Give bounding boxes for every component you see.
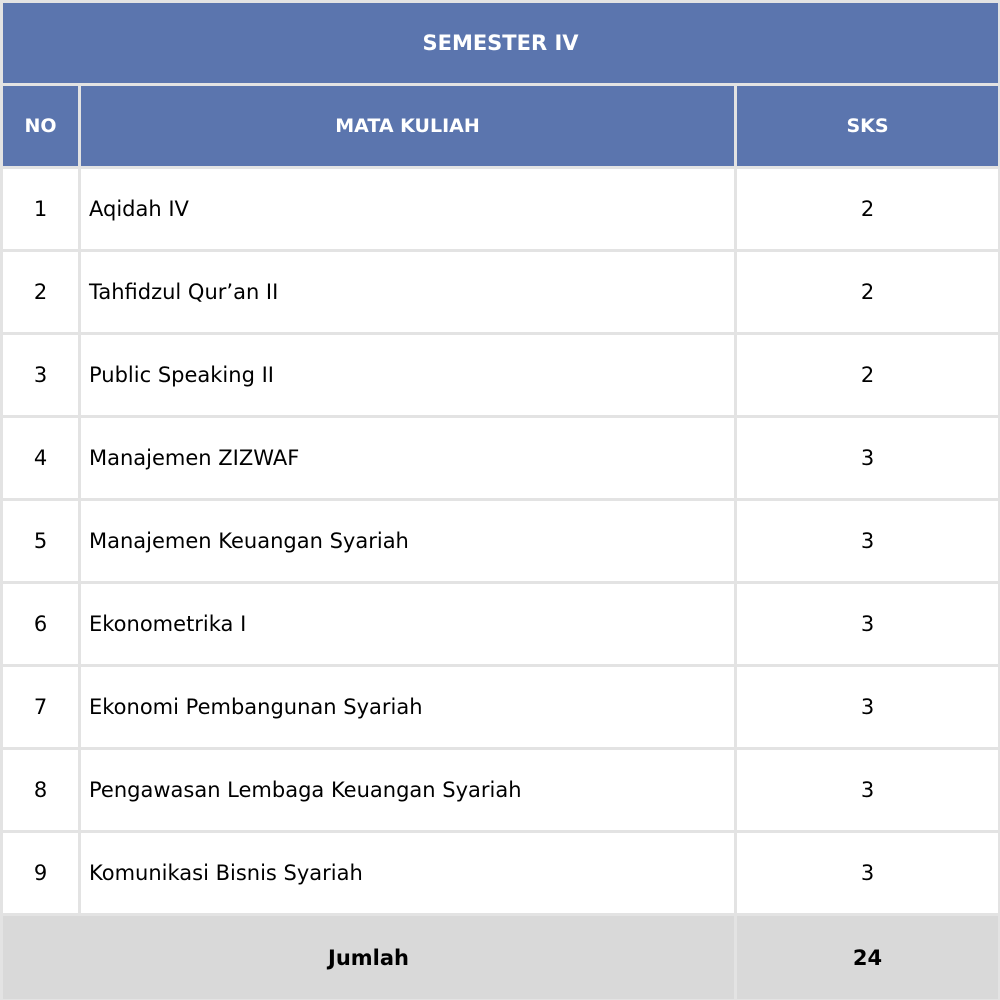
table-row <box>2 749 1000 832</box>
course-name: Pengawasan Lembaga Keuangan Syariah <box>80 749 736 832</box>
table-row <box>2 832 1000 915</box>
course-credits: 2 <box>736 334 1000 417</box>
row-number: 3 <box>2 334 80 417</box>
total-value: 24 <box>736 915 1000 1000</box>
row-number: 6 <box>2 583 80 666</box>
course-credits: 3 <box>736 666 1000 749</box>
row-number: 2 <box>2 251 80 334</box>
table-row <box>2 500 1000 583</box>
header-course: MATA KULIAH <box>80 85 736 168</box>
course-name: Ekonomi Pembangunan Syariah <box>80 666 736 749</box>
course-credits: 2 <box>736 168 1000 251</box>
course-credits: 3 <box>736 749 1000 832</box>
table-row <box>2 168 1000 251</box>
header-no: NO <box>2 85 80 168</box>
table-row <box>2 666 1000 749</box>
course-credits: 3 <box>736 583 1000 666</box>
total-row <box>2 915 1000 1000</box>
header-row <box>2 85 1000 168</box>
course-name: Public Speaking II <box>80 334 736 417</box>
course-name: Aqidah IV <box>80 168 736 251</box>
row-number: 8 <box>2 749 80 832</box>
course-credits: 3 <box>736 500 1000 583</box>
course-credits: 2 <box>736 251 1000 334</box>
row-number: 9 <box>2 832 80 915</box>
row-number: 5 <box>2 500 80 583</box>
total-label: Jumlah <box>2 915 736 1000</box>
table-row <box>2 251 1000 334</box>
table-row <box>2 417 1000 500</box>
table-row <box>2 334 1000 417</box>
title-row <box>2 2 1000 85</box>
table-row <box>2 583 1000 666</box>
course-name: Ekonometrika I <box>80 583 736 666</box>
course-name: Komunikasi Bisnis Syariah <box>80 832 736 915</box>
row-number: 7 <box>2 666 80 749</box>
course-credits: 3 <box>736 417 1000 500</box>
semester-title: SEMESTER IV <box>2 2 1000 85</box>
course-name: Manajemen Keuangan Syariah <box>80 500 736 583</box>
course-name: Tahfidzul Qur’an II <box>80 251 736 334</box>
row-number: 1 <box>2 168 80 251</box>
row-number: 4 <box>2 417 80 500</box>
course-credits: 3 <box>736 832 1000 915</box>
header-credits: SKS <box>736 85 1000 168</box>
course-name: Manajemen ZIZWAF <box>80 417 736 500</box>
